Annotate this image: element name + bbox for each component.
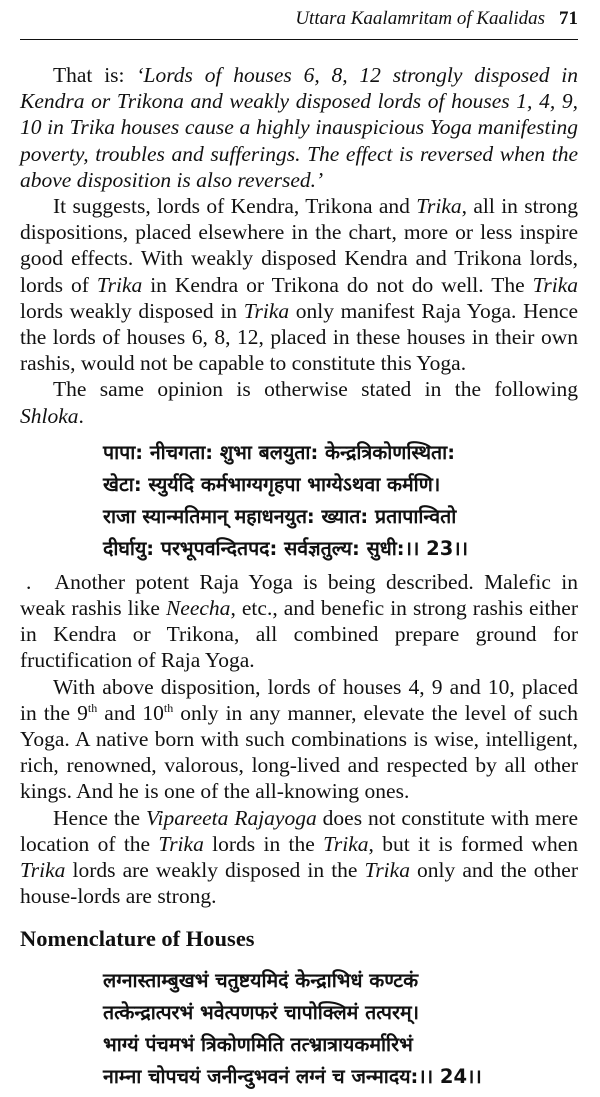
shloka-24	[20, 965, 578, 1093]
shloka-line: नाम्ना चोपचयं जनीन्दुभवनं लग्नं च जन्मादय:।। 24।।	[103, 1065, 482, 1089]
stray-mark: .	[26, 569, 32, 594]
text: , all in strong dispositions, placed elsewhere in the chart, more or less inspire good effects. With weakly disposed Kendra and Trikona lords, lords of	[20, 194, 579, 297]
page-number: 71	[559, 8, 578, 29]
term-trika: Trika	[243, 298, 290, 323]
book-title: Uttara Kaalamritam of Kaalidas	[295, 8, 545, 29]
shloka-line: तत्केन्द्रात्परभं भवेत्पणफरं चापोक्लिमं तत्परम्।	[103, 1001, 420, 1025]
text: in Kendra or Trikona do not do well. The	[142, 272, 533, 297]
text: lords in the	[203, 831, 324, 856]
text: only in any manner, elevate the level of such Yoga. A native born with such combinations is wise, intelligent, rich, renowned, valorous, long-lived and respected by all other kings. And he is one of the all-knowing ones.	[20, 700, 578, 804]
text: lords are weakly disposed in the	[65, 858, 365, 883]
paragraph-same-opinion	[20, 376, 578, 428]
text: With above disposition, lords of houses 4, 9 and 10, placed in the 9	[20, 674, 578, 725]
text: , etc., and benefic in strong rashis either in Kendra or Trikona, all combined prepare ground for fructification of Raja Yoga.	[20, 596, 578, 673]
term-trika: Trika	[532, 272, 578, 297]
shloka-line: लग्नास्ताम्बुखभं चतुष्टयमिदं केन्द्राभिधं कण्टकं	[103, 969, 419, 993]
shloka-line: खेटा: स्युर्यदि कर्मभाग्यगृहपा भाग्येऽथवा कर्मणि।	[103, 472, 441, 496]
text: only and the other house-lords are strong.	[20, 858, 578, 909]
ordinal-suffix: th	[87, 700, 98, 715]
quote-lead: That is:	[53, 63, 137, 87]
running-header	[295, 8, 578, 30]
paragraph-suggests	[20, 193, 578, 376]
term-trika: Trika	[158, 831, 204, 856]
shloka-line: दीर्घायु: परभूपवन्दितपद: सर्वज्ञतुल्य: सुधी:।। 23।।	[103, 536, 469, 560]
text: and 10	[97, 700, 164, 725]
term-trika: Trika	[96, 272, 143, 297]
page-body	[20, 62, 578, 1097]
shloka-line: पापा: नीचगता: शुभा बलयुता: केन्द्रत्रिकोणस्थिता:	[103, 440, 456, 464]
text: , but it is formed when	[368, 831, 578, 856]
term-trika: Trika	[416, 194, 462, 219]
paragraph-above-disposition	[20, 674, 578, 805]
term-vipareeta-rajayoga: Vipareeta Rajayoga	[146, 805, 317, 830]
text: only manifest Raja Yoga. Hence the lords of houses 6, 8, 12, placed in these houses in their own rashis, would not be capable to constitute this Yoga.	[20, 298, 578, 376]
paragraph-vipareeta	[20, 805, 578, 910]
text: The same opinion is otherwise stated in the following	[53, 377, 578, 402]
text: .	[78, 403, 84, 428]
paragraph-another-raja-yoga	[20, 569, 578, 674]
section-heading: Nomenclature of Houses	[20, 926, 255, 952]
ordinal-suffix: th	[163, 700, 174, 715]
shloka-23	[20, 437, 578, 565]
term-trika: Trika	[323, 831, 369, 856]
shloka-line: राजा स्यान्मतिमान् महाधनयुत: ख्यात: प्रतापान्वितो	[103, 504, 457, 528]
term-trika: Trika	[364, 858, 410, 883]
text: does not constitute with mere location of the	[20, 805, 579, 856]
term-neecha: Neecha	[165, 596, 231, 621]
text: lords weakly disposed in	[20, 298, 244, 323]
text: Another potent Raja Yoga is being described. Malefic in weak rashis like	[20, 569, 578, 621]
header-rule	[20, 39, 578, 40]
term-trika: Trika	[20, 858, 66, 883]
term-shloka: Shloka	[20, 403, 79, 428]
text: Hence the	[53, 805, 147, 830]
quoted-text: ‘Lords of houses 6, 8, 12 strongly disposed in Kendra or Trikona and weakly disposed lords of houses 1, 4, 9, 10 in Trika houses cause a highly inauspicious Yoga manifesting poverty, troubles and sufferings. The effect is reversed when the above disposition is also reversed.’	[20, 63, 579, 192]
shloka-line: भाग्यं पंचमभं त्रिकोणमिति तत्भ्रात्रायकर्मारिभं	[103, 1033, 413, 1057]
text: It suggests, lords of Kendra, Trikona and	[53, 194, 417, 219]
paragraph-quote	[20, 62, 578, 193]
